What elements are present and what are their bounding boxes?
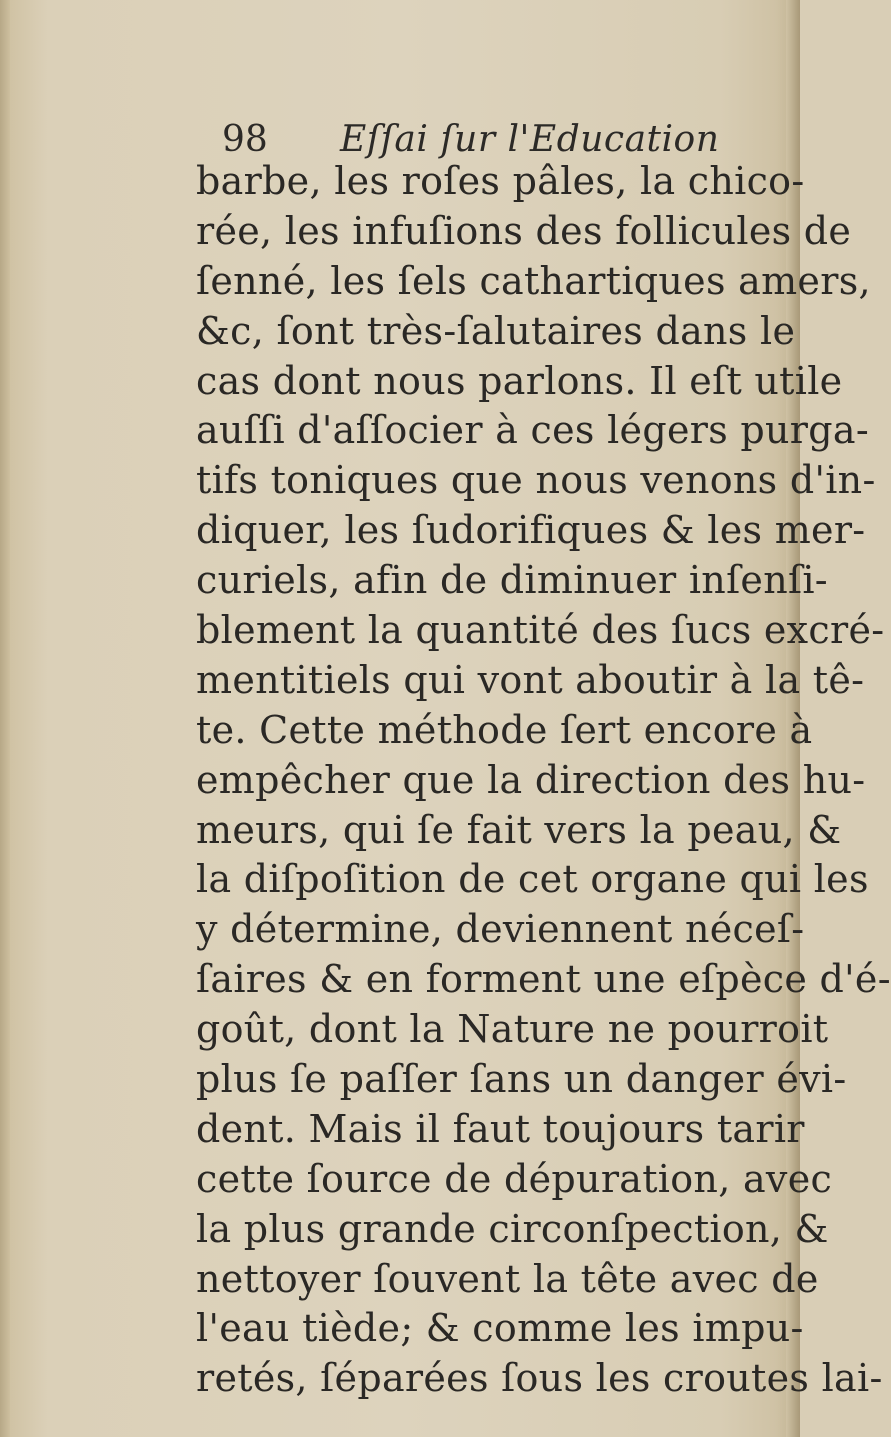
text-line: diquer, les ſudorifiques & les mer- xyxy=(196,508,866,553)
text-line: goût, dont la Nature ne pourroit xyxy=(196,1007,829,1052)
text-line: plus ſe paſſer ſans un danger évi- xyxy=(196,1057,847,1102)
text-line: ſenné, les ſels cathartiques amers, xyxy=(196,258,871,303)
text-line: empêcher que la direction des hu- xyxy=(196,757,866,802)
text-line: auſſi d'aſſocier à ces légers purga- xyxy=(196,408,869,453)
page-number: 98 xyxy=(222,119,268,160)
text-line: meurs, qui ſe fait vers la peau, & xyxy=(196,807,842,852)
text-line: &c, ſont très-ſalutaires dans le xyxy=(196,308,796,353)
text-line: l'eau tiède; & comme les impu- xyxy=(196,1306,804,1351)
body-text xyxy=(196,157,891,1404)
text-line: nettoyer ſouvent la tête avec de xyxy=(196,1256,819,1301)
text-line: mentitiels qui vont aboutir à la tê- xyxy=(196,657,865,702)
text-line: barbe, les roſes pâles, la chico- xyxy=(196,159,805,203)
text-line: la diſpoſition de cet organe qui les xyxy=(196,857,869,902)
text-line: dent. Mais il faut toujours tarir xyxy=(196,1106,805,1151)
text-line: retés, ſéparées ſous les croutes lai- xyxy=(196,1356,883,1401)
text-line: curiels, afin de diminuer inſenſi- xyxy=(196,558,828,603)
text-line: cette ſource de dépuration, avec xyxy=(196,1156,833,1201)
running-title: Eſſai ſur l'Education xyxy=(340,119,720,160)
text-line: la plus grande circonſpection, & xyxy=(196,1206,829,1251)
text-line: blement la quantité des ſucs excré- xyxy=(196,608,885,653)
text-line: ſaires & en forment une eſpèce d'é- xyxy=(196,957,891,1002)
text-line: rée, les infuſions des follicules de xyxy=(196,208,852,253)
text-line: tifs toniques que nous venons d'in- xyxy=(196,458,876,503)
text-line: cas dont nous parlons. Il eſt utile xyxy=(196,358,843,403)
text-line: y détermine, deviennent néceſ- xyxy=(196,907,805,952)
text-line: te. Cette méthode ſert encore à xyxy=(196,707,813,752)
page-left-edge xyxy=(0,0,10,1437)
